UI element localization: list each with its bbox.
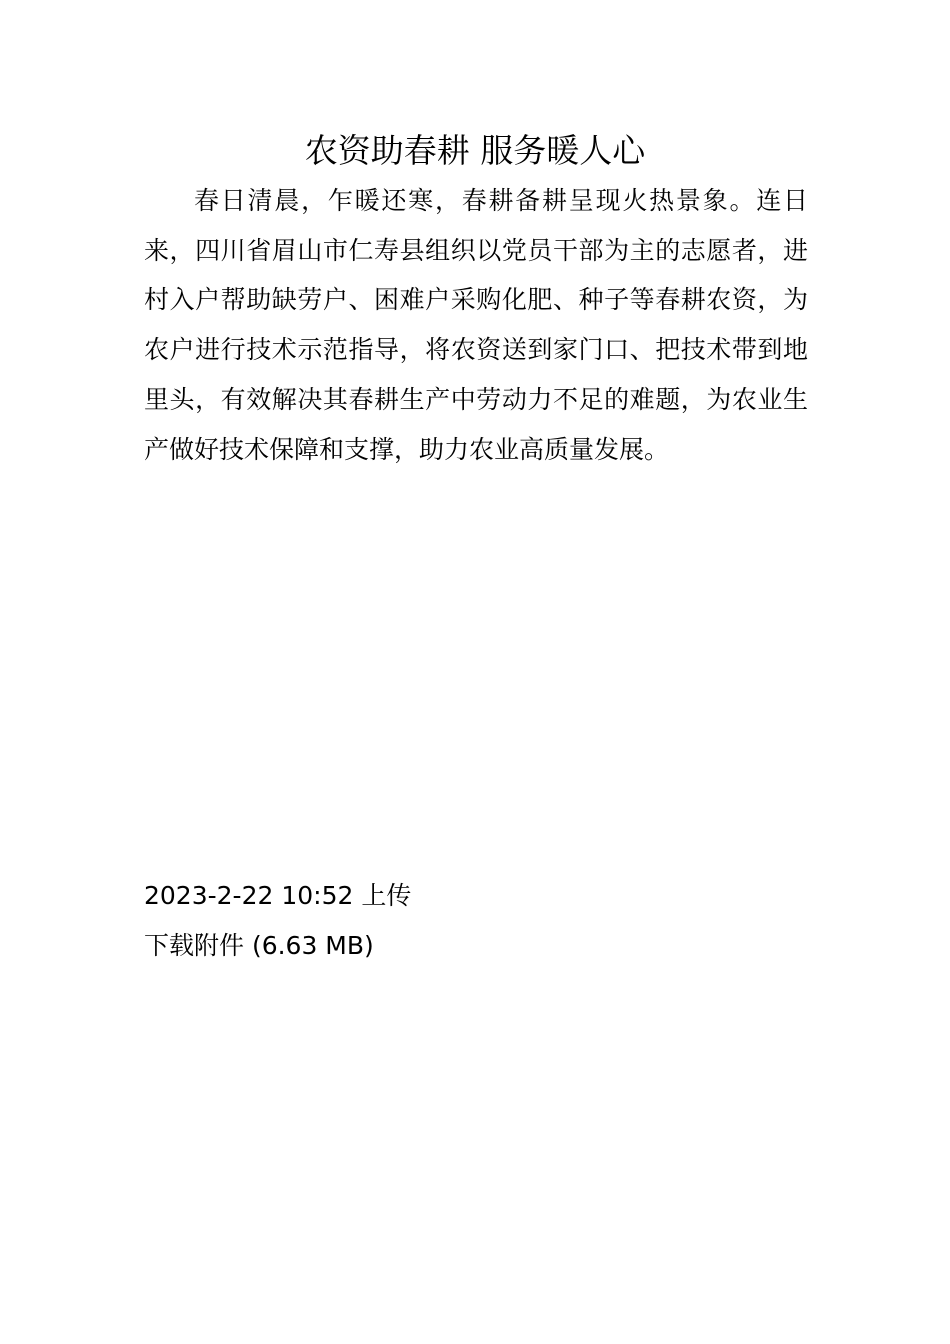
article-title: 农资助春耕 服务暖人心 xyxy=(304,131,646,170)
download-attachment-link[interactable]: 下载附件 (6.63 MB) xyxy=(144,931,374,960)
article-body: 春日清晨，乍暖还寒，春耕备耕呈现火热景象。连日来，四川省眉山市仁寿县组织以党员干部为主的志愿者，进村入户帮助缺劳户、困难户采购化肥、种子等春耕农资，为农户进行技术示范指导，将农资送到家门口、把技术带到地里头，有效解决其春耕生产中劳动力不足的难题，为农业生产做好技术保障和支撑，助力农业高质量发展。 xyxy=(144,186,808,464)
upload-timestamp: 2023-2-22 10:52 上传 xyxy=(144,881,412,910)
